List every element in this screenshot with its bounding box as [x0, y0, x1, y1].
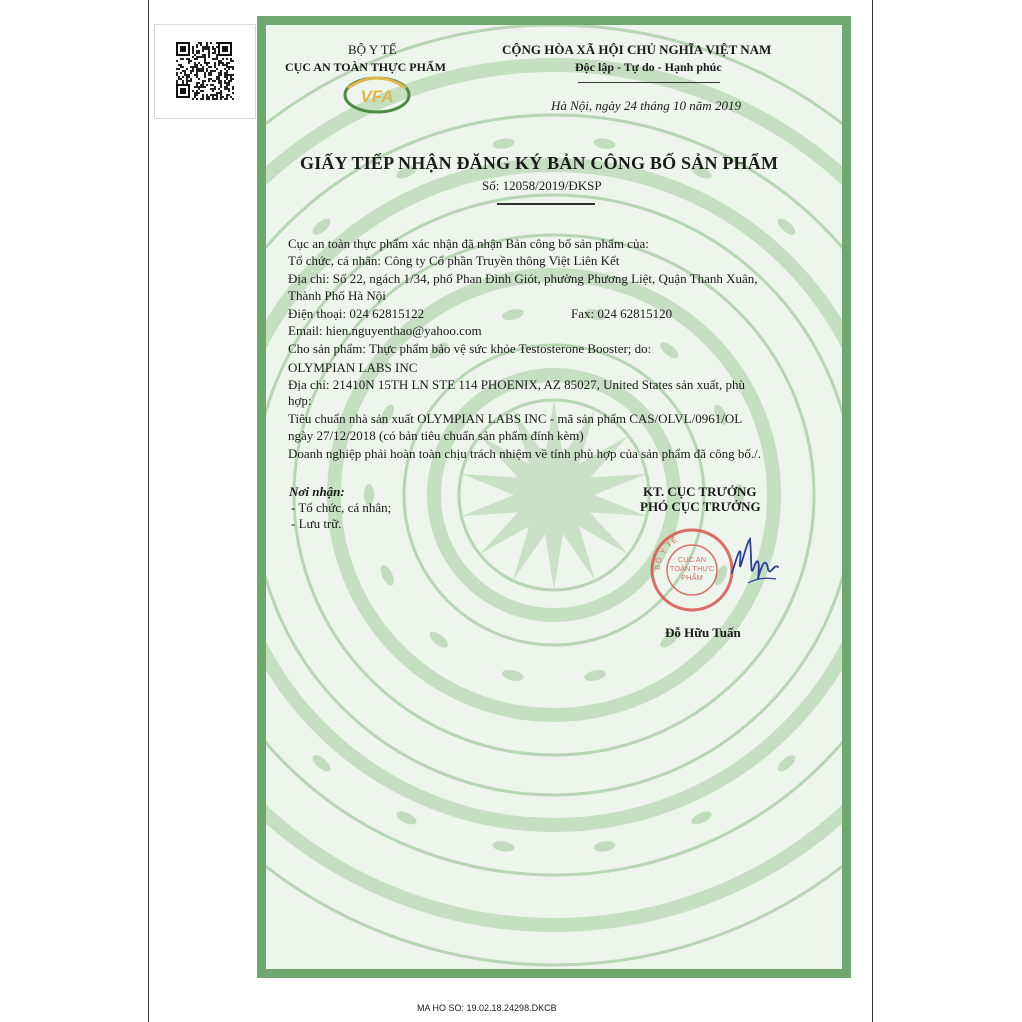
stamp-center-text: CỤC AN TOÀN THỰC PHẨM — [669, 555, 715, 582]
document-number: Số: 12058/2019/ĐKSP — [482, 178, 602, 193]
recipient-item: - Lưu trữ. — [291, 516, 342, 531]
signer-role-line1: KT. CỤC TRƯỞNG — [643, 484, 757, 499]
body-line: Cho sản phẩm: Thực phẩm bảo vệ sức khỏe Testosterone Booster; do: — [288, 341, 652, 356]
signer-role-line2: PHÓ CỤC TRƯỞNG — [640, 499, 761, 514]
stamp-ring-text: BỘ Y TẾ — [652, 534, 680, 571]
recipient-item: - Tổ chức, cá nhân; — [291, 500, 392, 515]
signer-name: Đỗ Hữu Tuấn — [665, 625, 741, 640]
body-line: Doanh nghiệp phải hoàn toàn chịu trách nhiệm về tính phù hợp của sản phẩm đã công bố./. — [288, 446, 761, 461]
official-stamp — [649, 527, 735, 613]
national-motto: Độc lập - Tự do - Hạnh phúc — [575, 60, 722, 74]
document-title: GIẤY TIẾP NHẬN ĐĂNG KÝ BẢN CÔNG BỐ SẢN PHẨM — [300, 153, 779, 173]
body-line: Địa chỉ: Số 22, ngách 1/34, phố Phan Đình Giót, phường Phương Liệt, Quận Thanh Xuân, — [288, 271, 758, 286]
handwritten-signature — [728, 533, 784, 595]
body-line: Email: hien.nguyenthao@yahoo.com — [288, 323, 482, 338]
department-name: CỤC AN TOÀN THỰC PHẨM — [285, 60, 446, 74]
body-line: Địa chỉ: 21410N 15TH LN STE 114 PHOENIX, AZ 85027, United States sản xuất, phù — [288, 377, 745, 392]
recipients-title: Nơi nhận: — [289, 484, 345, 499]
country-name: CỘNG HÒA XÃ HỘI CHỦ NGHĨA VIỆT NAM — [502, 42, 772, 57]
logo-text: VFA — [360, 87, 394, 106]
body-line: hợp: — [288, 393, 312, 408]
body-line: Tiêu chuẩn nhà sản xuất OLYMPIAN LABS INC - mã sản phẩm CAS/OLVL/0961/OL — [288, 411, 743, 426]
ministry-name: BỘ Y TẾ — [348, 42, 397, 57]
motto-underline — [578, 82, 720, 83]
body-line: OLYMPIAN LABS INC — [288, 360, 418, 375]
body-line: ngày 27/12/2018 (có bản tiêu chuẩn sản phẩm đính kèm) — [288, 428, 584, 443]
body-line: Tổ chức, cá nhân: Công ty Cổ phần Truyền thông Việt Liên Kết — [288, 253, 620, 268]
fax-number: Fax: 024 62815120 — [571, 306, 673, 321]
body-line: Điện thoại: 024 62815122 — [288, 306, 425, 321]
qr-code — [154, 24, 256, 119]
dossier-code: MA HO SO: 19.02.18.24298.DKCB — [417, 1003, 557, 1013]
place-date: Hà Nội, ngày 24 tháng 10 năm 2019 — [551, 98, 741, 113]
vfa-logo — [342, 74, 412, 114]
body-line: Thành Phố Hà Nội — [288, 288, 386, 303]
page-left-edge — [148, 0, 149, 1022]
page-right-edge — [872, 0, 873, 1022]
title-underline — [497, 203, 595, 205]
body-line: Cục an toàn thực phẩm xác nhận đã nhận Bản công bố sản phẩm của: — [288, 236, 649, 251]
